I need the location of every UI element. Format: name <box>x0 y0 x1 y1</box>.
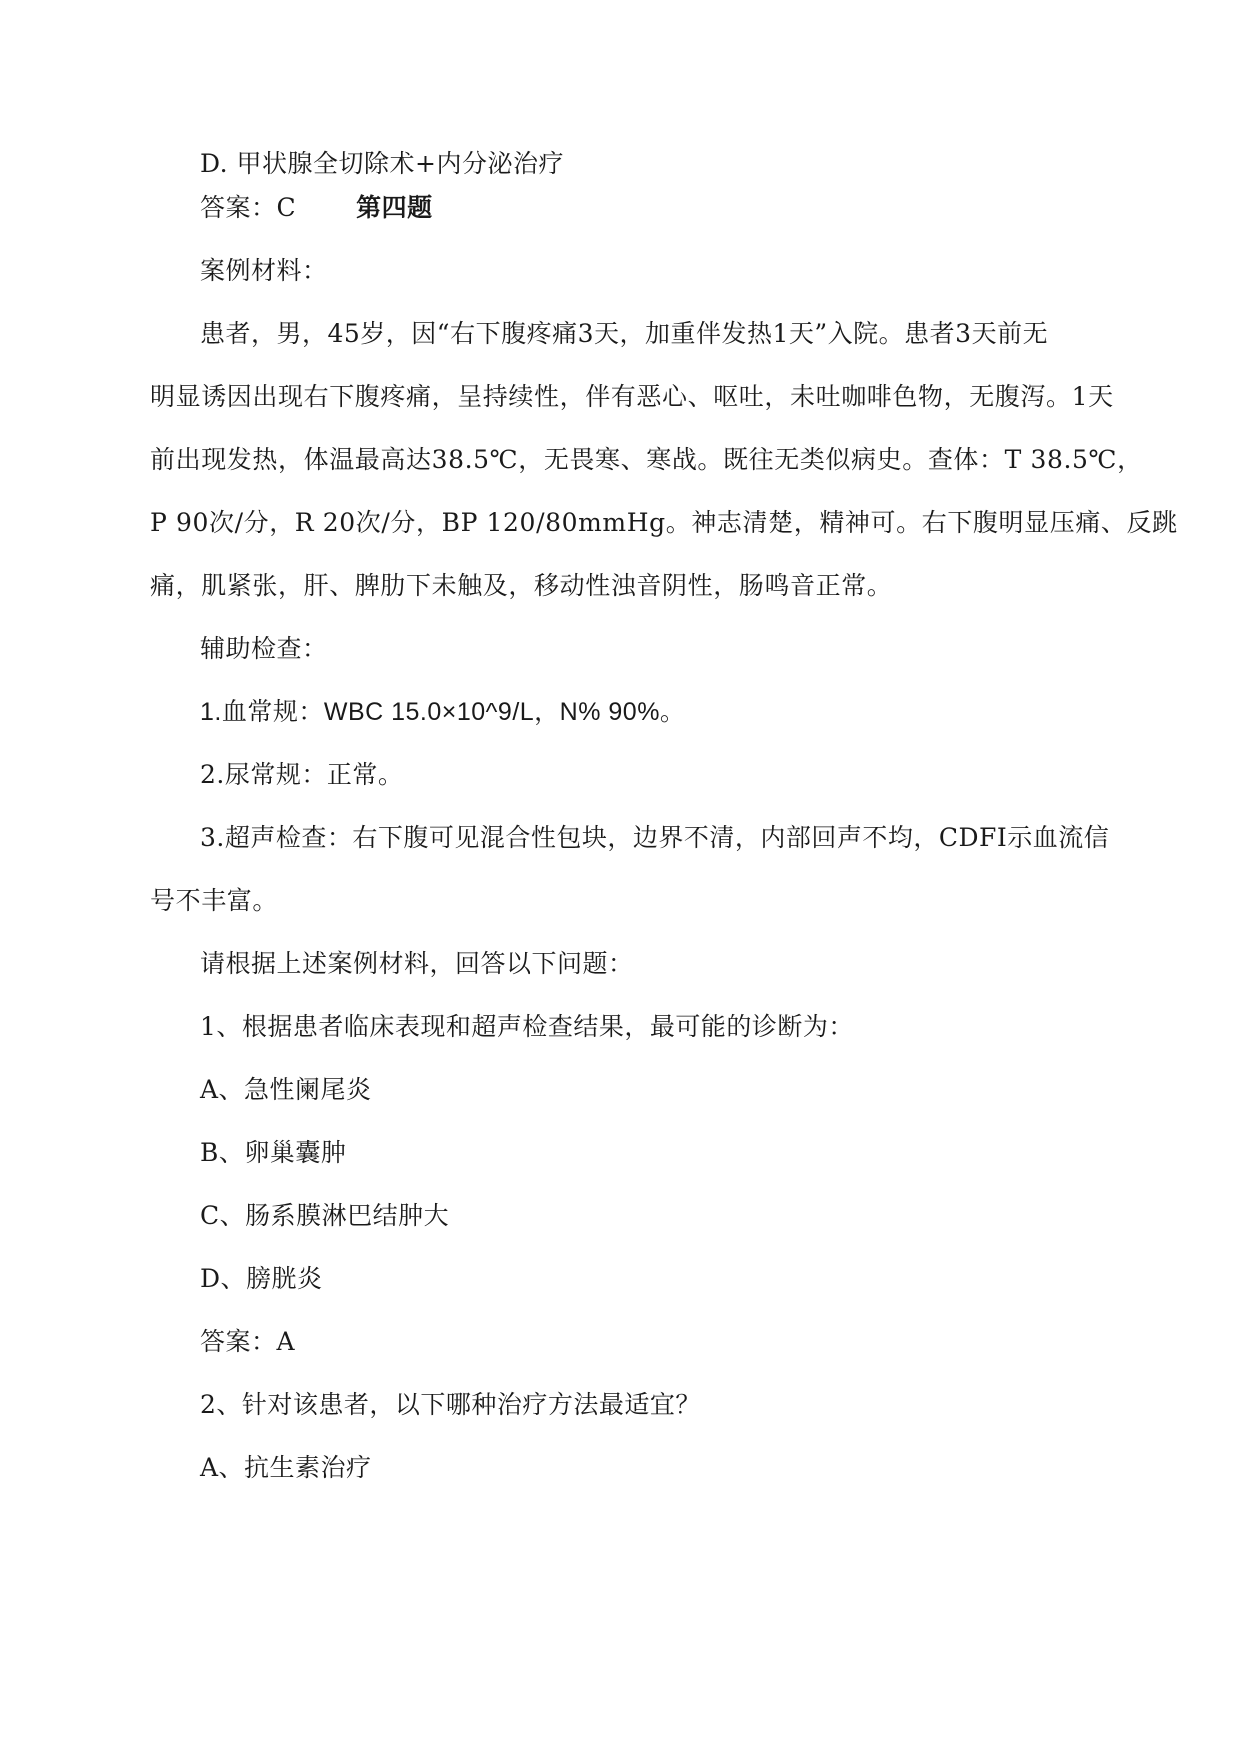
section-title: 第四题 <box>356 194 433 222</box>
case-line-2: 明显诱因出现右下腹疼痛，呈持续性，伴有恶心、呕吐，未吐咖啡色物，无腹泻。1天 <box>150 382 1114 411</box>
case-label: 案例材料： <box>200 256 328 285</box>
q1-option-d: D、膀胱炎 <box>200 1264 323 1293</box>
q1-option-a: A、急性阑尾炎 <box>200 1075 372 1104</box>
aux-item-urine: 2.尿常规：正常。 <box>200 760 404 789</box>
case-line-5: 痛，肌紧张，肝、脾肋下未触及，移动性浊音阴性，肠鸣音正常。 <box>150 571 893 600</box>
q2-option-a: A、抗生素治疗 <box>200 1453 372 1482</box>
q1-option-b: B、卵巢囊肿 <box>200 1138 347 1167</box>
aux-item-blood: 1.血常规：WBC 15.0×10^9/L，N% 90%。 <box>200 698 686 726</box>
aux-item-ultrasound-cont: 号不丰富。 <box>150 886 279 915</box>
q1-answer: 答案：A <box>200 1327 296 1356</box>
question-prompt: 请根据上述案例材料，回答以下问题： <box>200 949 634 978</box>
aux-item-ultrasound: 3.超声检查：右下腹可见混合性包块，边界不清，内部回声不均，CDFI示血流信 <box>200 823 1110 852</box>
q2-text: 2、针对该患者，以下哪种治疗方法最适宜？ <box>200 1390 701 1419</box>
option-d-line: D. 甲状腺全切除术+内分泌治疗 <box>200 149 564 178</box>
aux-label: 辅助检查： <box>200 634 328 663</box>
case-line-4: P 90次/分，R 20次/分，BP 120/80mmHg。神志清楚，精神可。右下腹明显压痛、反跳 <box>150 508 1178 537</box>
case-line-3: 前出现发热，体温最高达38.5℃，无畏寒、寒战。既往无类似病史。查体：T 38.5℃， <box>150 445 1143 474</box>
q1-text: 1、根据患者临床表现和超声检查结果，最可能的诊断为： <box>200 1012 854 1041</box>
case-line-1: 患者，男，45岁，因“右下腹疼痛3天，加重伴发热1天”入院。患者3天前无 <box>200 319 1049 348</box>
q1-option-c: C、肠系膜淋巴结肿大 <box>200 1201 450 1230</box>
previous-answer: 答案：C <box>200 193 297 222</box>
answer-and-title-line <box>200 192 433 224</box>
